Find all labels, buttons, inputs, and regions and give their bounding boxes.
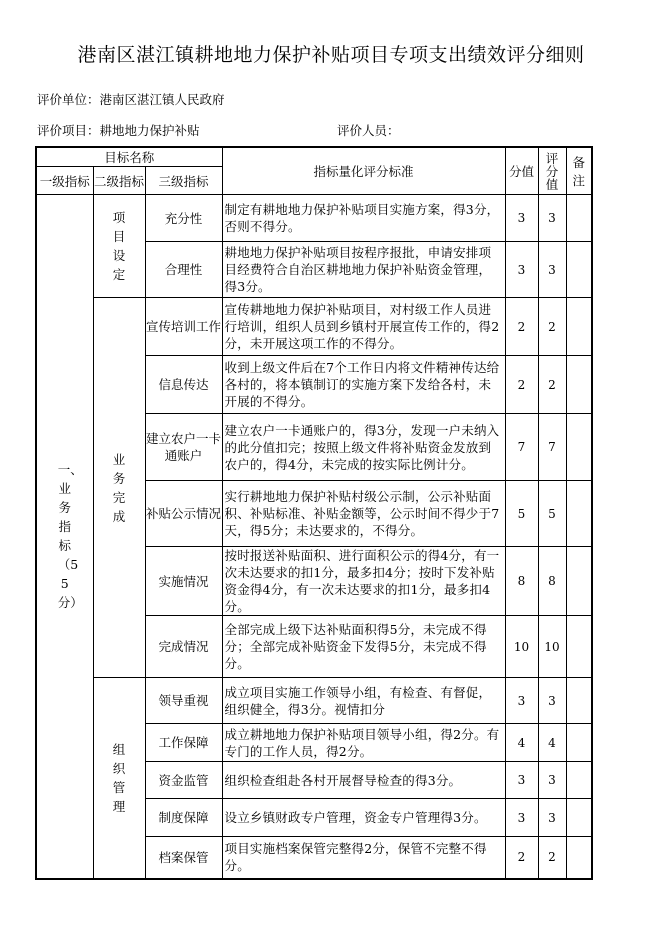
indicator-score: 8 xyxy=(505,547,538,616)
indicator-standard: 设立乡镇财政专户管理，资金专户管理得3分。 xyxy=(222,799,505,837)
indicator-rating: 2 xyxy=(538,298,566,356)
indicator-score: 10 xyxy=(505,616,538,678)
indicator-standard: 组织检查组赴各村开展督导检查的得3分。 xyxy=(222,762,505,799)
indicator-name: 领导重视 xyxy=(145,678,222,724)
indicator-rating: 8 xyxy=(538,547,566,616)
indicator-remark xyxy=(566,724,592,762)
header-remark: 备注 xyxy=(566,147,592,195)
evaluation-project: 评价项目：耕地地力保护补贴 xyxy=(37,123,200,138)
evaluator-label: 评价人员： xyxy=(337,123,400,138)
indicator-name: 宣传培训工作 xyxy=(145,298,222,356)
indicator-standard: 实行耕地地力保护补贴村级公示制，公示补贴面积、补贴标准、补贴金额等，公示时间不得少于7天，得5分；未达要求的，不得分。 xyxy=(222,481,505,547)
indicator-name: 补贴公示情况 xyxy=(145,481,222,547)
indicator-score: 2 xyxy=(505,356,538,414)
indicator-remark xyxy=(566,481,592,547)
indicator-score: 3 xyxy=(505,762,538,799)
indicator-remark xyxy=(566,837,592,879)
indicator-standard: 制定有耕地地力保护补贴项目实施方案，得3分，否则不得分。 xyxy=(222,195,505,242)
indicator-standard: 宣传耕地地力保护补贴项目，对村级工作人员进行培训，组织人员到乡镇村开展宣传工作的，得2分，未开展这项工作的不得分。 xyxy=(222,298,505,356)
indicator-name: 实施情况 xyxy=(145,547,222,616)
scoring-table xyxy=(35,146,593,880)
indicator-name: 资金监管 xyxy=(145,762,222,799)
indicator-score: 7 xyxy=(505,414,538,481)
indicator-rating: 2 xyxy=(538,356,566,414)
header-rating: 评分值 xyxy=(538,147,566,195)
indicator-rating: 7 xyxy=(538,414,566,481)
indicator-remark xyxy=(566,242,592,298)
indicator-name: 制度保障 xyxy=(145,799,222,837)
header-target: 目标名称 xyxy=(36,147,222,167)
indicator-remark xyxy=(566,616,592,678)
header-level3: 三级指标 xyxy=(145,167,222,195)
indicator-standard: 收到上级文件后在7个工作日内将文件精神传达给各村的，将本镇制订的实施方案下发给各村，未开展的不得分。 xyxy=(222,356,505,414)
group-organization-management: 组织管理 xyxy=(93,678,145,879)
evaluation-unit: 评价单位：港南区湛江镇人民政府 xyxy=(37,92,225,107)
indicator-rating: 3 xyxy=(538,762,566,799)
indicator-rating: 2 xyxy=(538,837,566,879)
indicator-remark xyxy=(566,414,592,481)
indicator-rating: 4 xyxy=(538,724,566,762)
indicator-standard: 全部完成上级下达补贴面积得5分，未完成不得分；全部完成补贴资金下发得5分，未完成不得分。 xyxy=(222,616,505,678)
indicator-score: 3 xyxy=(505,799,538,837)
indicator-rating: 3 xyxy=(538,799,566,837)
indicator-standard: 成立项目实施工作领导小组，有检查、有督促，组织健全，得3分。视情扣分 xyxy=(222,678,505,724)
indicator-standard: 项目实施档案保管完整得2分，保管不完整不得分。 xyxy=(222,837,505,879)
indicator-name: 档案保管 xyxy=(145,837,222,879)
indicator-name: 工作保障 xyxy=(145,724,222,762)
indicator-score: 5 xyxy=(505,481,538,547)
indicator-score: 3 xyxy=(505,242,538,298)
indicator-rating: 10 xyxy=(538,616,566,678)
indicator-remark xyxy=(566,678,592,724)
indicator-standard: 建立农户一卡通账户的，得3分，发现一户未纳入的此分值扣完；按照上级文件将补贴资金发放到农户的，得4分，未完成的按实际比例计分。 xyxy=(222,414,505,481)
level1-indicator: 一、业务指标（55分） xyxy=(36,195,93,879)
indicator-rating: 5 xyxy=(538,481,566,547)
indicator-name: 合理性 xyxy=(145,242,222,298)
indicator-standard: 耕地地力保护补贴项目按程序报批，申请安排项目经费符合自治区耕地地力保护补贴资金管理，得3分。 xyxy=(222,242,505,298)
indicator-score: 3 xyxy=(505,678,538,724)
indicator-name: 信息传达 xyxy=(145,356,222,414)
indicator-rating: 3 xyxy=(538,242,566,298)
indicator-standard: 成立耕地地力保护补贴项目领导小组，得2分。有专门的工作人员，得2分。 xyxy=(222,724,505,762)
group-project-setup: 项目设定 xyxy=(93,195,145,298)
indicator-score: 3 xyxy=(505,195,538,242)
indicator-score: 2 xyxy=(505,298,538,356)
indicator-remark xyxy=(566,762,592,799)
indicator-rating: 3 xyxy=(538,195,566,242)
indicator-rating: 3 xyxy=(538,678,566,724)
indicator-standard: 按时报送补贴面积、进行面积公示的得4分，有一次未达要求的扣1分，最多扣4分；按时下发补贴资金得4分，有一次未达要求的扣1分，最多扣4分。 xyxy=(222,547,505,616)
indicator-score: 2 xyxy=(505,837,538,879)
group-business-completion: 业务完成 xyxy=(93,298,145,678)
indicator-name: 完成情况 xyxy=(145,616,222,678)
header-score: 分值 xyxy=(505,147,538,195)
header-level1: 一级指标 xyxy=(36,167,93,195)
indicator-name: 建立农户一卡通账户 xyxy=(145,414,222,481)
indicator-remark xyxy=(566,799,592,837)
header-standard: 指标量化评分标准 xyxy=(222,147,505,195)
indicator-remark xyxy=(566,298,592,356)
indicator-remark xyxy=(566,547,592,616)
header-level2: 二级指标 xyxy=(93,167,145,195)
indicator-remark xyxy=(566,356,592,414)
indicator-score: 4 xyxy=(505,724,538,762)
page-title: 港南区湛江镇耕地地力保护补贴项目专项支出绩效评分细则 xyxy=(77,44,585,66)
indicator-remark xyxy=(566,195,592,242)
indicator-name: 充分性 xyxy=(145,195,222,242)
